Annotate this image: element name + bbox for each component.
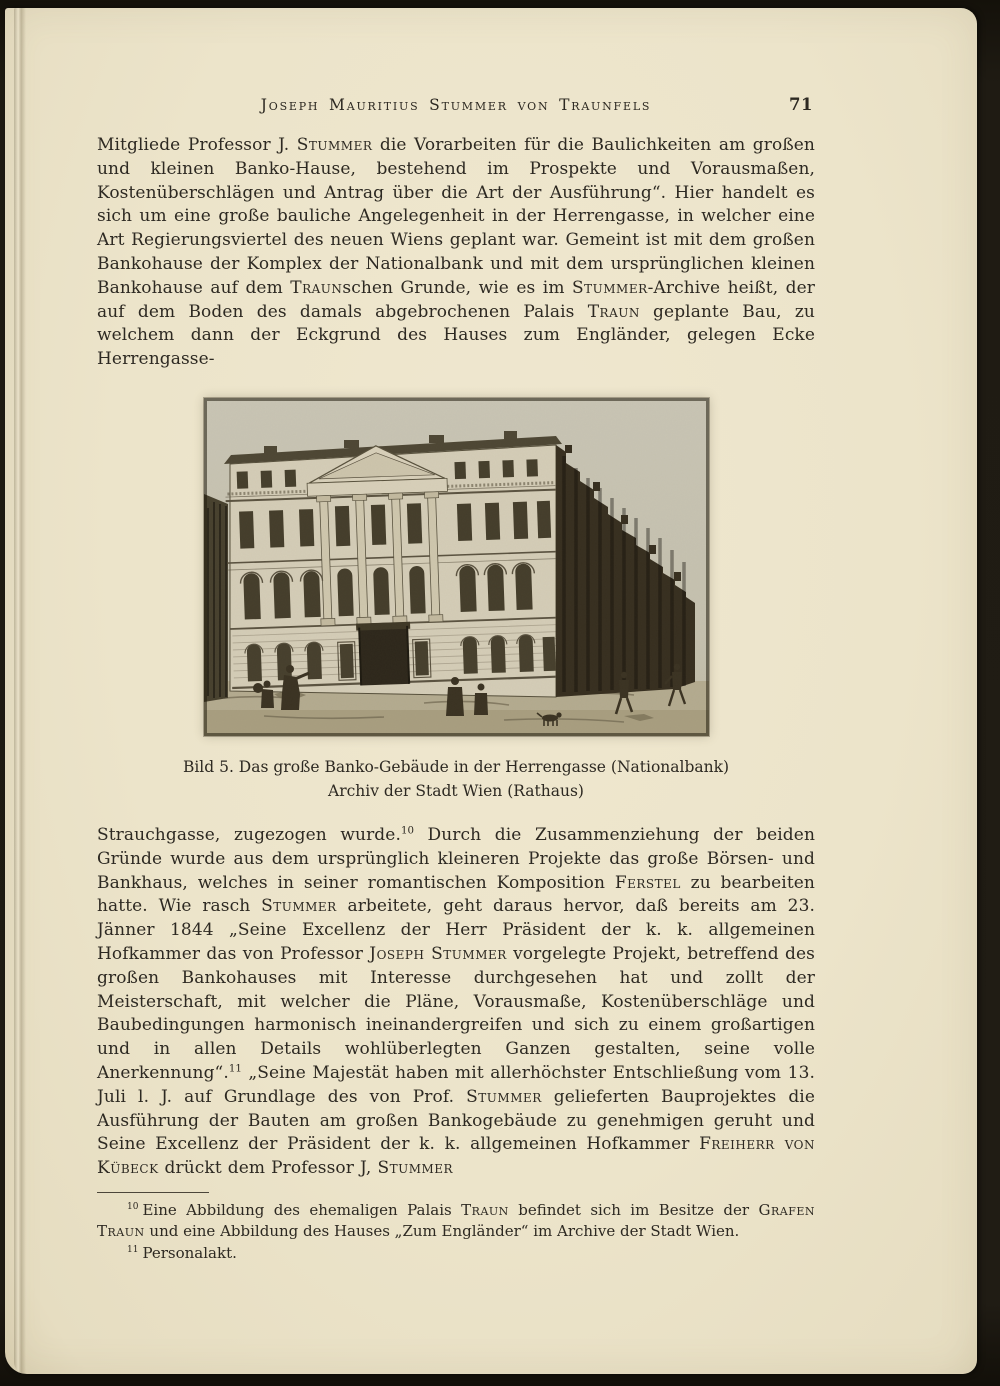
text-segment: Mitgliede Professor J. — [97, 135, 297, 155]
engraving-grain — [204, 398, 709, 736]
running-head-title: Joseph Mauritius Stummer von Traunfels — [260, 96, 652, 114]
caption-line-2: Archiv der Stadt Wien (Rathaus) — [328, 781, 584, 800]
text-segment: arbeitete, geht daraus hervor, daß bereits am 23. Jänner 1844 „Seine Excellenz der Herr Präsident der k. k. allgemeinen Hofkammer das von Professor — [97, 896, 815, 964]
text-segment: Stummer — [261, 896, 337, 917]
page-gutter-crease — [14, 8, 26, 1374]
text-segment: drückt dem Professor J, — [158, 1158, 378, 1179]
book-page — [5, 8, 977, 1374]
text-segment: Grafen Traun — [97, 1200, 815, 1241]
paragraph-2 — [97, 824, 815, 1181]
footnotes — [97, 1200, 815, 1265]
text-segment: Traun — [461, 1200, 509, 1219]
figure-caption — [97, 755, 815, 803]
footnote-11-marker: 11 — [127, 1244, 139, 1255]
footnote-10-marker: 10 — [127, 1201, 139, 1212]
text-segment: schen Grunde, wie es im — [342, 277, 572, 298]
footnote-11 — [97, 1243, 815, 1265]
text-segment: Joseph Stummer — [369, 943, 507, 964]
page-number: 71 — [789, 95, 813, 114]
text-segment: gelieferten Bauprojektes die Ausführung der Bauten am großen Bankogebäude zu genehmigen geruht und Seine Excellenz der Präsident der k. k. allgemeinen Hofkammer — [97, 1086, 816, 1155]
text-segment: Traun — [587, 301, 640, 322]
running-head — [97, 96, 815, 120]
text-segment: befindet sich im Besitze der — [508, 1200, 759, 1219]
figure-bild-5 — [204, 398, 709, 736]
caption-line-1: Bild 5. Das große Banko-Gebäude in der Herrengasse (Nationalbank) — [182, 757, 730, 776]
text-segment: Strauchgasse, zugezogen wurde. — [97, 824, 401, 845]
paragraph-1 — [97, 134, 815, 372]
text-segment: -Archive heißt, der auf dem Boden des damals abgebrochenen Palais — [97, 277, 815, 322]
text-segment: Freiherr von Kübeck — [97, 1134, 815, 1179]
footnote-reference: 11 — [228, 1063, 242, 1075]
text-segment: Eine Abbildung des ehemaligen Palais — [142, 1200, 462, 1219]
footnote-divider — [97, 1192, 209, 1193]
building-engraving — [204, 398, 709, 736]
footnote-reference: 10 — [400, 825, 414, 837]
text-segment: Stummer — [571, 277, 648, 298]
text-segment: „Seine Majestät haben mit allerhöchster Entschließung vom 13. Juli l. J. auf Grundlage des von Prof. — [97, 1062, 815, 1107]
text-segment: Stummer — [296, 135, 373, 155]
text-segment: Personalakt. — [142, 1243, 237, 1262]
text-segment: Durch die Zusammenziehung der beiden Gründe wurde aus dem ursprünglich kleineren Projekte das große Börsen- und Bankhaus, welches in seiner romantischen Komposition — [97, 824, 815, 893]
text-segment: und eine Abbildung des Hauses „Zum Engländer“ im Archive der Stadt Wien. — [144, 1222, 740, 1241]
footnote-10 — [97, 1200, 815, 1243]
text-segment: die Vorarbeiten für die Baulichkeiten am großen und kleinen Banko-Hause, bestehend im Prospekte und Vorausmaßen, Kostenüberschlägen und Antrag über die Art der Ausführung“. Hier handelt es sich um eine große bauliche Angelegenheit in der Herrengasse, in welcher eine Art Regierungsviertel des neuen Wiens geplant war. Gemeint ist mit dem großen Bankohause der Komplex der Nationalbank und mit dem ursprünglichen kleinen Bankohause auf dem — [97, 135, 815, 298]
footnote-10-text — [97, 1201, 815, 1241]
text-segment: zu bearbeiten hatte. Wie rasch — [97, 872, 815, 917]
text-segment: Traun — [290, 277, 343, 298]
text-block — [97, 96, 815, 1264]
footnote-11-text — [142, 1244, 236, 1262]
text-segment: vorgelegte Projekt, betreffend des großen Bankohauses mit Interesse durchgesehen hat und zollt der Meisterschaft, mit welcher die Pläne, Vorausmaße, Kostenüberschläge und Baubedingungen harmonisch ineinandergreifen und sich zu einem großartigen und in allen Details wohlüberlegten Ganzen gestalten, seine volle Anerkennung“. — [97, 943, 815, 1083]
text-segment: Ferstel — [614, 872, 681, 893]
text-segment: Stummer — [377, 1158, 454, 1179]
text-segment: geplante Bau, zu welchem dann der Eckgrund des Hauses zum Engländer, gelegen Ecke Herrengasse- — [97, 301, 815, 370]
text-segment: Stummer — [466, 1086, 542, 1107]
